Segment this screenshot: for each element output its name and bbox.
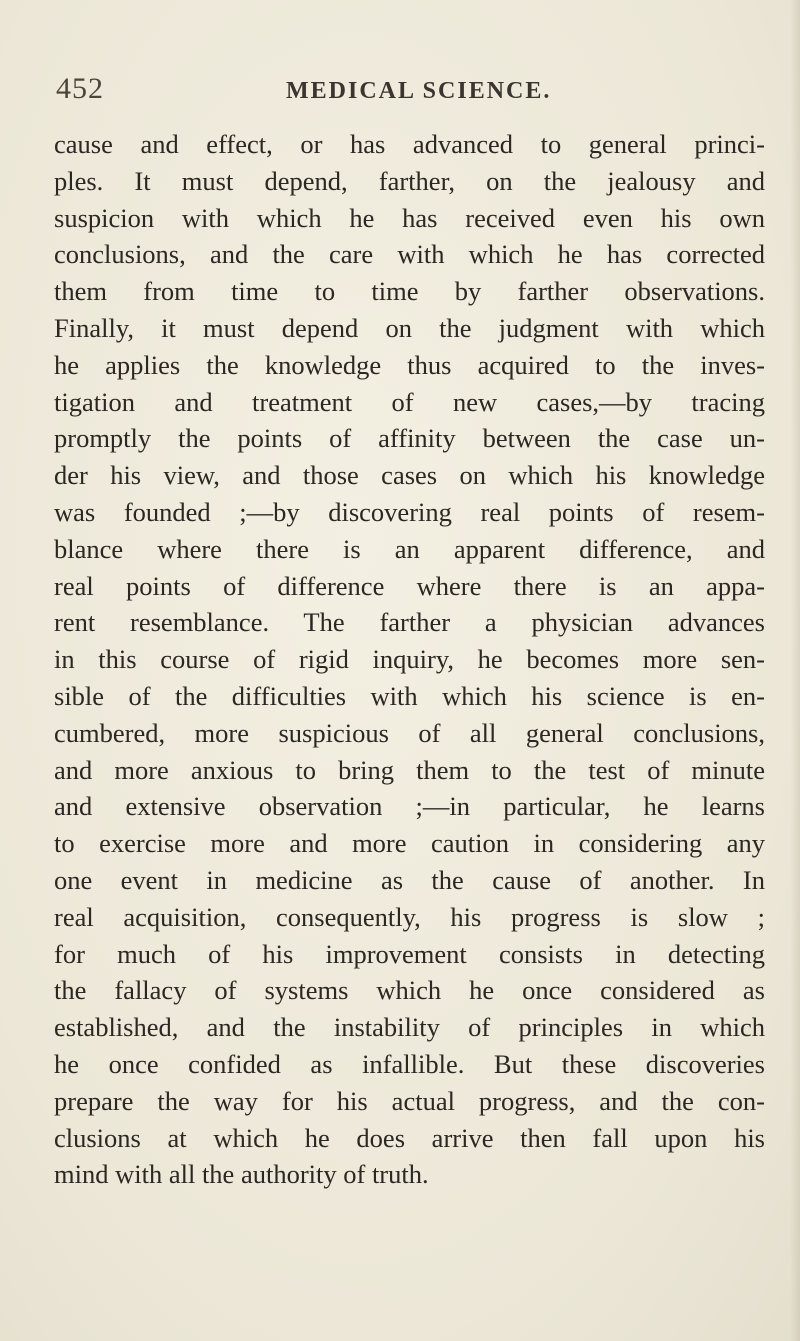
text-line: cumbered, more suspicious of all general conclusions,: [54, 717, 765, 748]
running-head: MEDICAL SCIENCE.: [286, 78, 552, 104]
text-line: cause and effect, or has advanced to general princi-: [54, 129, 765, 159]
text-line: and more anxious to bring them to the test of minute: [54, 754, 765, 785]
text-line: and extensive observation ;—in particular, he learns: [54, 791, 765, 822]
body-paragraph: [54, 126, 765, 1193]
text-line: rent resemblance. The farther a physician advances: [54, 607, 765, 638]
text-line: clusions at which he does arrive then fall upon his: [54, 1122, 765, 1153]
text-line: real points of difference where there is an appa-: [54, 570, 765, 601]
text-line: sible of the difficulties with which his science is en-: [54, 680, 765, 711]
text-line: in this course of rigid inquiry, he becomes more sen-: [54, 644, 765, 675]
text-line: the fallacy of systems which he once considered as: [54, 975, 765, 1006]
text-line: suspicion with which he has received even his own: [54, 202, 765, 233]
text-line: to exercise more and more caution in considering any: [54, 828, 765, 859]
text-line: blance where there is an apparent difference, and: [54, 533, 765, 564]
text-line: Finally, it must depend on the judgment with which: [54, 312, 765, 343]
page-header: [56, 72, 756, 112]
text-line: real acquisition, consequently, his progress is slow ;: [54, 901, 765, 932]
text-line: for much of his improvement consists in detecting: [54, 938, 765, 969]
text-line: them from time to time by farther observations.: [54, 276, 765, 307]
page-edge-shadow: [790, 0, 800, 1341]
text-line: prepare the way for his actual progress, and the con-: [54, 1085, 765, 1116]
text-line: one event in medicine as the cause of another. In: [54, 864, 765, 895]
text-line: established, and the instability of principles in which: [54, 1012, 765, 1043]
text-line: promptly the points of affinity between the case un-: [54, 423, 765, 454]
text-line: conclusions, and the care with which he has corrected: [54, 239, 765, 270]
text-line: was founded ;—by discovering real points of resem-: [54, 496, 765, 527]
text-line: der his view, and those cases on which his knowledge: [54, 460, 765, 491]
text-line: he once confided as infallible. But these discoveries: [54, 1048, 765, 1079]
text-line: he applies the knowledge thus acquired to the inves-: [54, 349, 765, 380]
text-line: ples. It must depend, farther, on the jealousy and: [54, 165, 765, 196]
text-line-last: mind with all the authority of truth.: [54, 1159, 429, 1190]
page-number: 452: [56, 72, 104, 105]
text-line: tigation and treatment of new cases,—by tracing: [54, 386, 765, 417]
